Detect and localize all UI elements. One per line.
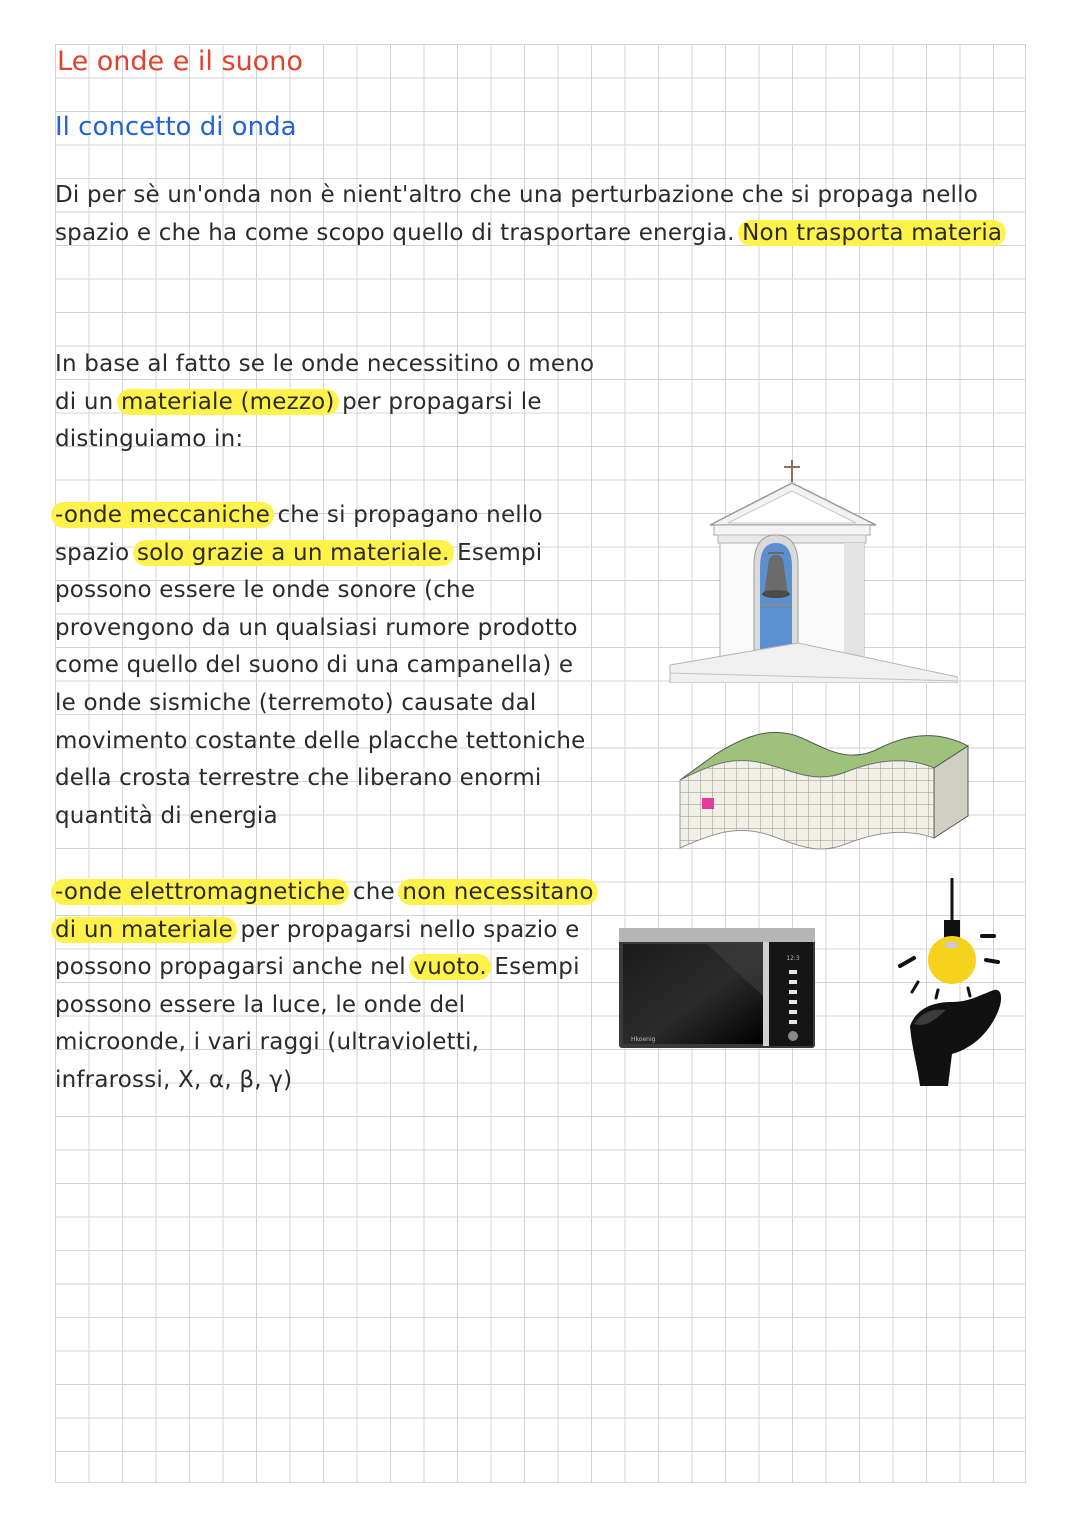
intro-text: Di per sè un'onda non è nient'altro che una perturbazione che si propaga nello spazio e che ha come scopo quello di trasportare energia. [55,182,979,246]
electromagnetic-waves-paragraph [55,874,600,1100]
lightbulb-hand-icon [890,878,1010,1088]
electromagnetic-text-1: che [352,879,395,905]
section-subtitle: Il concetto di onda [55,112,297,142]
classification-text-1: In base al fatto se le onde necessitino o meno di un [55,351,595,415]
intro-highlight: Non trasporta materia [738,220,1006,246]
microwave-brand: Hkoenig [631,1036,656,1043]
bell-tower-icon [668,455,958,683]
seismic-wave-icon [676,720,971,850]
page-title: Le onde e il suono [57,46,303,77]
microwave-icon [617,926,817,1050]
mechanical-text-2: Esempi possono essere le onde sonore (che provengono da un qualsiasi rumore prodotto come quello del suono di una campanella) e le onde sismiche (terremoto) causate dal movimento costante delle placche tettoniche della crosta terrestre che liberano enormi quantità di energia [55,539,586,829]
electromagnetic-text-3: Esempi possono essere la luce, le onde del microonde, i vari raggi (ultravioletti, infrarossi, X, α, β, γ) [55,954,580,1093]
classification-highlight: materiale (mezzo) [117,389,339,415]
classification-text-2: per propagarsi le distinguiamo in: [55,388,542,453]
electromagnetic-highlight: non necessitano di un materiale [51,879,598,943]
mechanical-text-1: che si propagano nello spazio [55,502,543,566]
vacuum-highlight: vuoto. [409,954,490,980]
classification-paragraph [55,346,600,459]
electromagnetic-text-2: per propagarsi nello spazio e possono propagarsi anche nel [55,916,580,981]
microwave-display: 12:3 [786,955,800,962]
mechanical-highlight: solo grazie a un materiale. [133,540,454,566]
mechanical-waves-paragraph [55,497,600,835]
intro-paragraph [55,177,1020,252]
electromagnetic-waves-term: -onde elettromagnetiche [51,879,349,905]
mechanical-waves-term: -onde meccaniche [51,502,274,528]
